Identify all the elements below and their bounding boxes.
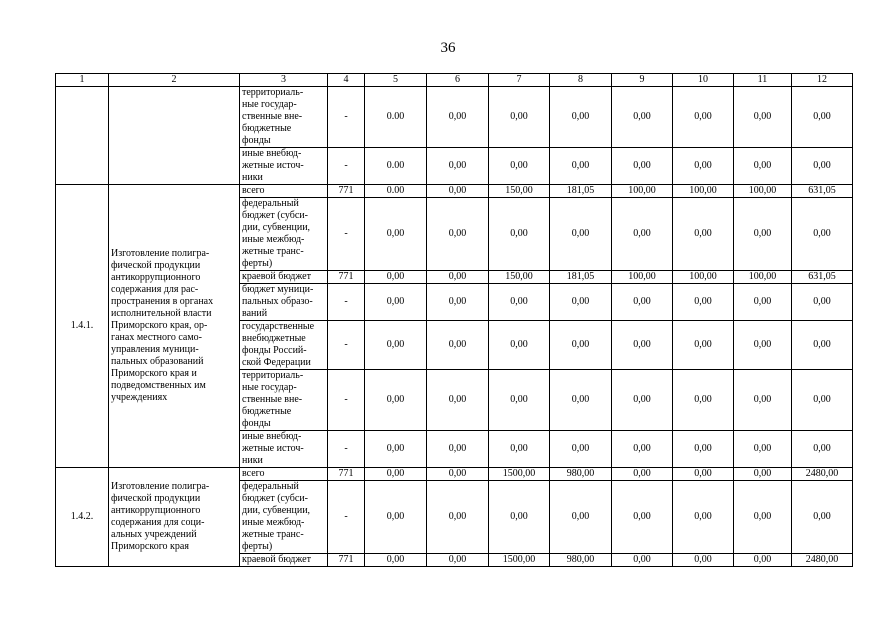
value-cell: 0,00 — [673, 370, 734, 431]
value-cell: 0.00 — [365, 148, 427, 185]
item-number: 1.4.2. — [56, 468, 109, 567]
value-cell: 0,00 — [612, 431, 673, 468]
value-cell: 0,00 — [792, 431, 853, 468]
column-header: 11 — [734, 74, 792, 87]
value-cell: 0,00 — [550, 481, 612, 554]
value-cell: 0,00 — [673, 198, 734, 271]
value-cell: 0,00 — [427, 148, 489, 185]
value-cell: 0,00 — [550, 87, 612, 148]
value-cell: 100,00 — [673, 271, 734, 284]
value-cell: 0,00 — [427, 431, 489, 468]
value-cell: 0,00 — [427, 554, 489, 567]
column-header: 10 — [673, 74, 734, 87]
value-cell: 631,05 — [792, 185, 853, 198]
value-cell: 0,00 — [489, 321, 550, 370]
value-cell: 0,00 — [734, 198, 792, 271]
empty-cell — [56, 87, 109, 185]
value-cell: 0,00 — [734, 468, 792, 481]
value-cell: 631,05 — [792, 271, 853, 284]
table-row — [56, 468, 853, 481]
value-cell: 100,00 — [734, 271, 792, 284]
source-label: территориаль- ные государ- ственные вне- бюджетные фонды — [240, 370, 328, 431]
value-cell: 100,00 — [734, 185, 792, 198]
value-cell: - — [328, 198, 365, 271]
value-cell: 0,00 — [427, 198, 489, 271]
value-cell: 0,00 — [427, 271, 489, 284]
value-cell: 0,00 — [427, 185, 489, 198]
value-cell: 0,00 — [365, 284, 427, 321]
value-cell: 1500,00 — [489, 554, 550, 567]
value-cell: 0,00 — [612, 370, 673, 431]
value-cell: 0,00 — [550, 370, 612, 431]
column-header: 5 — [365, 74, 427, 87]
value-cell: 0,00 — [365, 554, 427, 567]
value-cell: 0,00 — [673, 554, 734, 567]
value-cell: - — [328, 87, 365, 148]
value-cell: 0,00 — [489, 148, 550, 185]
table-row — [56, 185, 853, 198]
value-cell: 0,00 — [427, 284, 489, 321]
value-cell: 0,00 — [427, 468, 489, 481]
column-header: 8 — [550, 74, 612, 87]
value-cell: 0,00 — [550, 321, 612, 370]
column-header: 2 — [109, 74, 240, 87]
value-cell: 771 — [328, 468, 365, 481]
column-header: 1 — [56, 74, 109, 87]
source-label: иные внебюд- жетные источ- ники — [240, 431, 328, 468]
value-cell: 0,00 — [612, 87, 673, 148]
value-cell: 100,00 — [612, 271, 673, 284]
value-cell: - — [328, 148, 365, 185]
value-cell: 0,00 — [550, 431, 612, 468]
value-cell: 0,00 — [365, 431, 427, 468]
empty-cell — [109, 87, 240, 185]
source-label: иные внебюд- жетные источ- ники — [240, 148, 328, 185]
value-cell: 0,00 — [792, 321, 853, 370]
column-header: 6 — [427, 74, 489, 87]
value-cell: 0,00 — [489, 87, 550, 148]
value-cell: 0,00 — [427, 87, 489, 148]
value-cell: 0,00 — [365, 370, 427, 431]
value-cell: 0.00 — [365, 185, 427, 198]
value-cell: 0,00 — [734, 148, 792, 185]
value-cell: 100,00 — [673, 185, 734, 198]
value-cell: 0,00 — [612, 284, 673, 321]
source-label: федеральный бюджет (субси- дии, субвенции, иные межбюд- жетные транс- ферты) — [240, 198, 328, 271]
value-cell: 1500,00 — [489, 468, 550, 481]
source-label: федеральный бюджет (субси- дии, субвенции, иные межбюд- жетные транс- ферты) — [240, 481, 328, 554]
table-body — [56, 87, 853, 567]
value-cell: 0,00 — [673, 481, 734, 554]
value-cell: 771 — [328, 554, 365, 567]
value-cell: 0,00 — [792, 148, 853, 185]
column-header: 4 — [328, 74, 365, 87]
table-row — [56, 87, 853, 148]
value-cell: - — [328, 370, 365, 431]
value-cell: 0,00 — [489, 198, 550, 271]
value-cell: 0,00 — [365, 468, 427, 481]
budget-table — [55, 73, 853, 567]
source-label: всего — [240, 468, 328, 481]
item-name: Изготовление полигра- фической продукции антикоррупционного содержания для соци- альных учреждений Приморского края — [109, 468, 240, 567]
value-cell: 2480,00 — [792, 468, 853, 481]
value-cell: 0,00 — [612, 468, 673, 481]
column-header: 7 — [489, 74, 550, 87]
value-cell: 0,00 — [427, 481, 489, 554]
value-cell: 0,00 — [612, 148, 673, 185]
source-label: краевой бюджет — [240, 271, 328, 284]
value-cell: - — [328, 321, 365, 370]
value-cell: 150,00 — [489, 185, 550, 198]
item-number: 1.4.1. — [56, 185, 109, 468]
value-cell: 0,00 — [612, 198, 673, 271]
value-cell: 0,00 — [365, 321, 427, 370]
value-cell: 980,00 — [550, 468, 612, 481]
value-cell: 0,00 — [792, 284, 853, 321]
source-label: бюджет муници- пальных образо- ваний — [240, 284, 328, 321]
value-cell: 0,00 — [550, 198, 612, 271]
value-cell: 150,00 — [489, 271, 550, 284]
value-cell: 771 — [328, 271, 365, 284]
value-cell: 0,00 — [427, 370, 489, 431]
column-header: 3 — [240, 74, 328, 87]
value-cell: 0,00 — [489, 431, 550, 468]
value-cell: 0,00 — [673, 468, 734, 481]
column-header: 12 — [792, 74, 853, 87]
value-cell: 0,00 — [489, 370, 550, 431]
header-row — [56, 74, 853, 87]
value-cell: 0,00 — [550, 284, 612, 321]
value-cell: - — [328, 431, 365, 468]
column-header: 9 — [612, 74, 673, 87]
value-cell: 771 — [328, 185, 365, 198]
value-cell: 0,00 — [734, 370, 792, 431]
value-cell: 0,00 — [792, 481, 853, 554]
value-cell: 2480,00 — [792, 554, 853, 567]
value-cell: 0,00 — [734, 87, 792, 148]
value-cell: 181,05 — [550, 185, 612, 198]
source-label: всего — [240, 185, 328, 198]
value-cell: 0,00 — [673, 87, 734, 148]
value-cell: 0,00 — [792, 87, 853, 148]
value-cell: 0,00 — [673, 284, 734, 321]
value-cell: - — [328, 284, 365, 321]
value-cell: 0,00 — [612, 321, 673, 370]
value-cell: 0.00 — [365, 87, 427, 148]
value-cell: 980,00 — [550, 554, 612, 567]
source-label: государственные внебюджетные фонды Россий- ской Федерации — [240, 321, 328, 370]
value-cell: 0,00 — [427, 321, 489, 370]
value-cell: 0,00 — [673, 148, 734, 185]
source-label: краевой бюджет — [240, 554, 328, 567]
value-cell: 0,00 — [612, 481, 673, 554]
value-cell: 0,00 — [365, 481, 427, 554]
value-cell: 0,00 — [673, 431, 734, 468]
item-name: Изготовление полигра- фической продукции антикоррупционного содержания для рас- пространения в органах исполнительной власти Приморского края, ор- ганах местного само- управления муници- пальных образований Приморского края и подведомственных им учреждениях — [109, 185, 240, 468]
value-cell: - — [328, 481, 365, 554]
value-cell: 0,00 — [489, 481, 550, 554]
value-cell: 0,00 — [550, 148, 612, 185]
value-cell: 0,00 — [365, 271, 427, 284]
value-cell: 0,00 — [734, 431, 792, 468]
value-cell: 0,00 — [673, 321, 734, 370]
value-cell: 0,00 — [734, 481, 792, 554]
value-cell: 0,00 — [489, 284, 550, 321]
value-cell: 0,00 — [792, 198, 853, 271]
value-cell: 0,00 — [365, 198, 427, 271]
value-cell: 0,00 — [734, 284, 792, 321]
value-cell: 0,00 — [612, 554, 673, 567]
value-cell: 0,00 — [734, 554, 792, 567]
value-cell: 0,00 — [734, 321, 792, 370]
value-cell: 100,00 — [612, 185, 673, 198]
source-label: территориаль- ные государ- ственные вне- бюджетные фонды — [240, 87, 328, 148]
value-cell: 0,00 — [792, 370, 853, 431]
page-number: 36 — [440, 40, 456, 56]
value-cell: 181,05 — [550, 271, 612, 284]
